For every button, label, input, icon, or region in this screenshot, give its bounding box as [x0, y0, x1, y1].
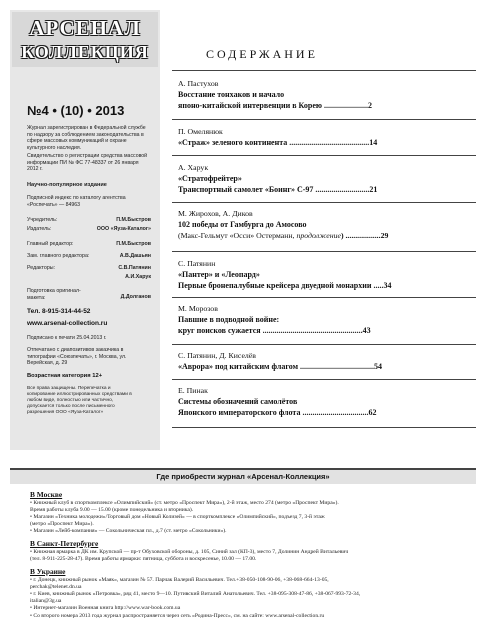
toc-author: А. Пастухов — [178, 79, 219, 88]
toc-line: «Пантер» и «Леопард» — [178, 270, 260, 279]
toc-line: Системы обозначений самолётов — [178, 397, 298, 406]
toc-entry[interactable] — [178, 209, 472, 241]
magazine-logo — [12, 12, 158, 67]
toc-entry[interactable] — [178, 127, 472, 148]
toc-subtitle — [178, 230, 472, 241]
shop-section-title: В Москве — [30, 490, 63, 499]
shop-line: • Магазин «Техника молодежи»/Торговый дом «Новый Колизей» — в спорткомплексе «Олимпийский», подъезд 7, 3-й этаж — [30, 514, 325, 520]
toc-entry[interactable] — [178, 351, 472, 372]
toc-line: Павшие в подводной войне: — [178, 315, 280, 324]
logo-line-2: КОЛЛЕКЦИЯ — [21, 42, 149, 62]
toc-author: Е. Пинак — [178, 386, 208, 395]
shop-section-title: В Санкт-Петербурге — [30, 539, 99, 548]
rights-notice: Все права защищены. Перепечатка и копирование иллюстрированных средствами в любом виде, полностью или частично, допускается только после письменного разрешения ООО «Яуза-Каталог» — [27, 386, 132, 415]
toc-entry[interactable] — [178, 386, 472, 418]
toc-author: А. Харук — [178, 163, 209, 172]
staff-name: Д.Долганов — [120, 294, 151, 300]
shop-line: • Книжная ярмарка в ДК им. Крупской — пр-т Обуховской обороны, д. 105, Синий зал (КП-3), место 7, Долинин Андрей Витальевич — [30, 549, 349, 555]
shop-line: • Магазин «Лейб-компания» — Сокольническая пл., д.7 (ст. метро «Сокольники»). — [30, 528, 227, 534]
staff-name: П.М.Быстров — [116, 217, 151, 223]
staff-role: Редакторы: — [27, 265, 56, 271]
printing-house: Отпечатано с диапозитивов заказчика в типографии «Союзпечать», г. Москва, ул. Верейская, д. 29 — [27, 347, 127, 367]
divider — [172, 202, 476, 203]
shop-line[interactable]: • Интернет-магазин Военная книга http://www.war-book.com.ua — [30, 605, 181, 611]
staff-name: А.И.Харук — [125, 274, 151, 280]
shop-line[interactable]: italian@3g.ua — [30, 598, 62, 604]
website-link[interactable]: www.arsenal-collection.ru — [27, 320, 108, 327]
divider — [172, 70, 476, 71]
divider — [172, 297, 476, 298]
subscription-index: Подписной индекс по каталогу агентства «Роспечать» — 84963 — [27, 195, 126, 208]
shop-line: (тел. 8-911-225-28-47). Время работы ярмарки: пятница, суббота и воскресенье, 10.00 — 17.00. — [30, 556, 257, 562]
toc-line: Японского императорского флота .................................62 — [178, 408, 377, 417]
shop-line[interactable]: perchak@telenet.dn.ua — [30, 584, 82, 590]
toc-line: японо-китайской интервенции в Корею ......................2 — [178, 101, 373, 110]
toc-line: «Страж» зеленого континента ........................................14 — [178, 138, 378, 147]
shop-line[interactable]: • Со второго номера 2013 года журнал распространяется через сеть «Родина-Пресс», см. на сайте: www.arsenal-collection.ru — [30, 613, 325, 619]
shop-section-title: В Украине — [30, 567, 66, 576]
toc-author: П. Омелянюк — [178, 127, 223, 136]
staff-name: ООО «Яуза-Каталог» — [96, 226, 151, 232]
divider — [172, 427, 476, 428]
staff-role: Главный редактор: — [27, 241, 74, 247]
staff-role: Издатель: — [27, 226, 52, 232]
divider — [172, 344, 476, 345]
staff-name: С.В.Патянин — [118, 265, 151, 271]
toc-line: Транспортный самолет «Боинг» С-97 ...........................21 — [178, 185, 378, 194]
toc-line: Первые бронепалубные крейсера двуедной монархии .....34 — [178, 281, 392, 290]
registration-text: Журнал зарегистрирован в Федеральной службе по надзору за соблюдением законодательства в сфере массовых коммуникаций и охране культурного наследия. — [27, 125, 146, 151]
print-signed: Подписано к печати 25.04.2013 г. — [27, 335, 107, 341]
staff-role: Зам. главного редактора: — [27, 253, 90, 259]
toc-author: М. Морозов — [178, 304, 218, 313]
toc-line: «Аврора» под китайским флагом .....................................54 — [178, 362, 383, 371]
toc-title: СОДЕРЖАНИЕ — [206, 47, 318, 61]
toc-subtitle-pre: (Макс-Гельмут «Осси» Остерманн, — [178, 231, 297, 240]
toc-line: 102 победы от Гамбурга до Амосово — [178, 220, 307, 229]
staff-name: П.М.Быстров — [116, 241, 151, 247]
shop-line: Время работы клуба 9.00 — 15.00 (кроме понедельника и вторника). — [30, 507, 194, 513]
toc-entry[interactable] — [178, 79, 472, 111]
divider — [172, 251, 476, 252]
toc-line: Восстание тонхаков и начало — [178, 90, 285, 99]
phone-number: Тел. 8-915-314-44-52 — [27, 308, 91, 315]
shop-line: • Книжный клуб в спорткомплексе «Олимпийский» (ст. метро «Проспект Мира»), 2-й этаж, место 274 (метро «Проспект Мира»). — [30, 500, 339, 506]
staff-name: А.В.Дашьян — [119, 253, 151, 259]
shop-line: (метро «Проспект Мира»). — [30, 521, 94, 527]
toc-author: С. Патянин, Д. Киселёв — [178, 351, 256, 360]
toc-subtitle-italic: продолжение — [296, 231, 341, 240]
issue-number: №4 • (10) • 2013 — [27, 103, 125, 118]
divider — [172, 379, 476, 380]
certificate-text: Свидетельство о регистрации средства массовой информации ПИ № ФС 77-48337 от 26 января 2012 г. — [27, 153, 148, 173]
age-category: Возрастная категория 12+ — [27, 373, 103, 379]
toc-entry[interactable] — [178, 259, 472, 291]
divider — [172, 155, 476, 156]
divider — [172, 119, 476, 120]
toc-subtitle-post: ) ..................29 — [340, 231, 389, 240]
shop-heading: Где приобрести журнал «Арсенал-Коллекция» — [10, 470, 476, 484]
publication-type: Научно-популярное издание — [27, 182, 107, 188]
toc-author: М. Жирохов, А. Диков — [178, 209, 253, 218]
shop-line: • г. Киев, книжный рынок «Петровка», ряд 41, место 9—10. Путивский Виталий Анатольевич. Тел. +38-095-308-47-86, +38-067-993-72-34, — [30, 591, 361, 597]
logo-line-1: АРСЕНАЛ — [29, 16, 141, 40]
staff-role: Подготовка оригинал-макета: — [27, 288, 81, 301]
shop-line: • г. Донецк, книжный рынок «Маяк», магазин № 57. Парчак Валерий Васильевич. Тел.+38-050-108-90-06, +38-068-664-13-05, — [30, 577, 329, 583]
toc-line: «Стратофрейтер» — [178, 174, 242, 183]
toc-line: круг поисков сужается ..................................................43 — [178, 326, 371, 335]
toc-author: С. Патянин — [178, 259, 216, 268]
staff-role: Учредитель: — [27, 217, 58, 223]
toc-entry[interactable] — [178, 163, 472, 195]
toc-entry[interactable] — [178, 304, 472, 336]
